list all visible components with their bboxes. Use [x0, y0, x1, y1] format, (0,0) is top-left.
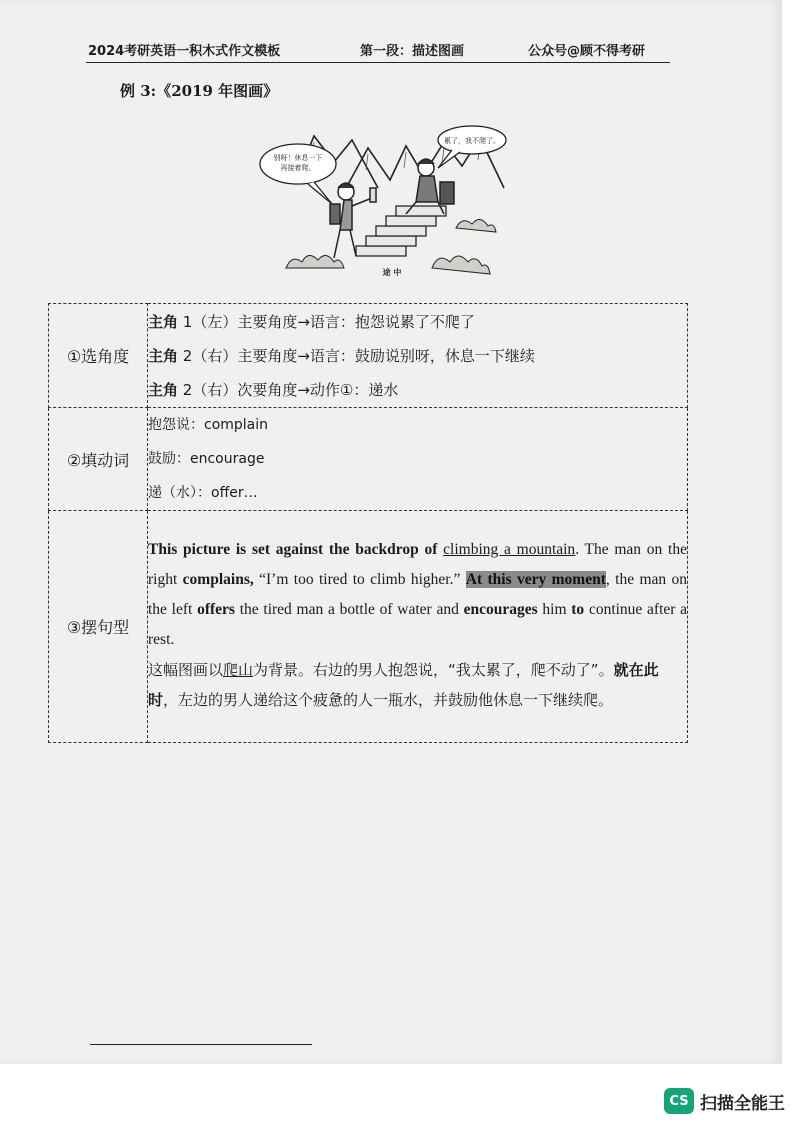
- footnote-divider: [90, 1044, 312, 1045]
- list-item: 抱怨说：complain: [148, 417, 269, 433]
- left-bubble-text: 别呀！休息一下: [273, 154, 323, 162]
- english-sample-paragraph: This picture is set against the backdrop of climbing a mountain. The man on the right complains, “I’m too tired to climb higher.” At this very moment, the man on the left offers the tired man a bottle of water and encourages him to continue after a rest.: [148, 540, 688, 648]
- right-bubble-text: 累了，我不爬了。: [444, 137, 500, 145]
- table-row: [49, 408, 688, 511]
- list-item: 主角 2（右）次要角度→动作①：递水: [148, 380, 399, 399]
- camscanner-logo-icon: CS: [664, 1088, 694, 1114]
- page-header: [86, 38, 670, 63]
- example-title: 例 3:《2019 年图画》: [120, 82, 279, 100]
- cartoon-illustration: [256, 118, 528, 276]
- list-item: 递（水）：offer…: [148, 485, 258, 501]
- step-label: ①选角度: [49, 304, 148, 408]
- list-item: 主角 2（右）主要角度→语言：鼓励说别呀，休息一下继续: [148, 346, 535, 365]
- highlighted-phrase: At this very moment: [465, 570, 606, 588]
- chinese-translation-paragraph: 这幅图画以爬山为背景。右边的男人抱怨说，“我太累了，爬不动了”。就在此时，左边的男人递给这个疲惫的人一瓶水，并鼓励他休息一下继续爬。: [148, 660, 659, 709]
- camscanner-label: 扫描全能王: [700, 1093, 785, 1114]
- svg-text:再接着爬。: 再接着爬。: [280, 164, 316, 172]
- step-label: ②填动词: [49, 408, 148, 511]
- header-book-title: 2024考研英语一积木式作文模板: [88, 44, 281, 59]
- step-content: [148, 304, 688, 408]
- template-table: [48, 303, 688, 743]
- list-item: 鼓励：encourage: [148, 451, 265, 467]
- step-content: [148, 408, 688, 511]
- camscanner-watermark: [664, 1086, 785, 1116]
- cartoon-caption: 途 中: [382, 268, 402, 276]
- header-account: 公众号@顾不得考研: [528, 44, 646, 59]
- list-item: 主角 1（左）主要角度→语言：抱怨说累了不爬了: [148, 312, 475, 331]
- step-label: ③摆句型: [49, 511, 148, 743]
- table-row: [49, 511, 688, 743]
- header-section: 第一段：描述图画: [360, 44, 465, 59]
- table-row: [49, 304, 688, 408]
- step-content: [148, 511, 688, 743]
